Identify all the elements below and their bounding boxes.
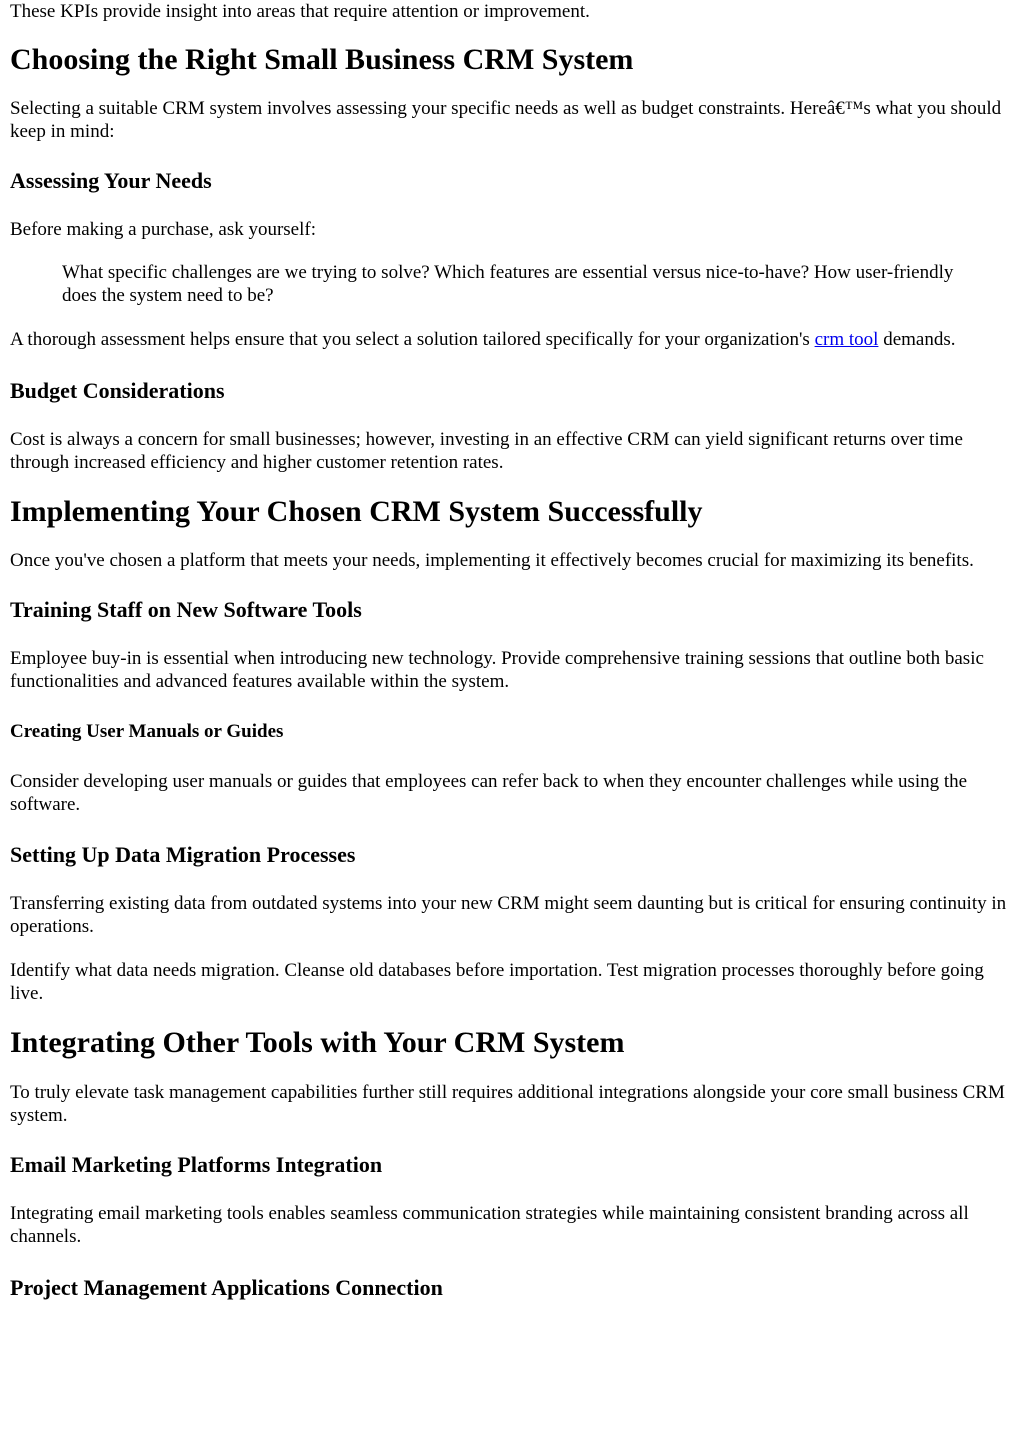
heading-budget-considerations: Budget Considerations [10,378,225,403]
crm-tool-link[interactable]: crm tool [814,329,879,350]
heading-email-marketing: Email Marketing Platforms Integration [10,1152,383,1177]
integrating-intro-paragraph: To truly elevate task management capabilities further still requires additional integrations alongside your core small business CRM system. [10,1082,1005,1126]
heading-implementing-crm: Implementing Your Chosen CRM System Successfully [10,495,703,528]
assessing-summary-before: A thorough assessment helps ensure that you select a solution tailored specifically for your organization's [10,329,815,350]
assessing-summary-paragraph [10,328,1014,351]
heading-choosing-crm: Choosing the Right Small Business CRM System [10,43,634,76]
email-marketing-paragraph: Integrating email marketing tools enables seamless communication strategies while maintaining consistent branding across all channels. [10,1203,969,1247]
assessing-summary-after: demands. [878,329,956,350]
assessing-lead-paragraph: Before making a purchase, ask yourself: [10,219,317,240]
heading-integrating-tools: Integrating Other Tools with Your CRM System [10,1026,625,1059]
budget-paragraph: Cost is always a concern for small businesses; however, investing in an effective CRM can yield significant returns over time through increased efficiency and higher customer retention rates. [10,429,963,473]
heading-user-manuals: Creating User Manuals or Guides [10,721,284,742]
heading-training-staff: Training Staff on New Software Tools [10,597,362,622]
heading-data-migration: Setting Up Data Migration Processes [10,842,356,867]
assessing-questions-quote [10,261,1014,307]
heading-project-management: Project Management Applications Connection [10,1275,443,1300]
training-paragraph: Employee buy-in is essential when introducing new technology. Provide comprehensive training sessions that outline both basic functionalities and advanced features available within the system. [10,648,984,692]
heading-assessing-needs: Assessing Your Needs [10,168,212,193]
migration-paragraph: Transferring existing data from outdated systems into your new CRM might seem daunting but is critical for ensuring continuity in operations. [10,893,1007,937]
kpi-paragraph: These KPIs provide insight into areas that require attention or improvement. [10,1,590,22]
assessing-questions-text: What specific challenges are we trying to solve? Which features are essential versus nice-to-have? How user-friendly does the system need to be? [62,262,954,306]
manuals-paragraph: Consider developing user manuals or guides that employees can refer back to when they encounter challenges while using the software. [10,771,968,815]
implementing-intro-paragraph: Once you've chosen a platform that meets your needs, implementing it effectively becomes crucial for maximizing its benefits. [10,550,974,571]
migration-steps-paragraph: Identify what data needs migration. Cleanse old databases before importation. Test migration processes thoroughly before going live. [10,960,984,1004]
choosing-intro-paragraph: Selecting a suitable CRM system involves assessing your specific needs as well as budget constraints. Hereâ€™s what you should keep in mind: [10,98,1002,142]
